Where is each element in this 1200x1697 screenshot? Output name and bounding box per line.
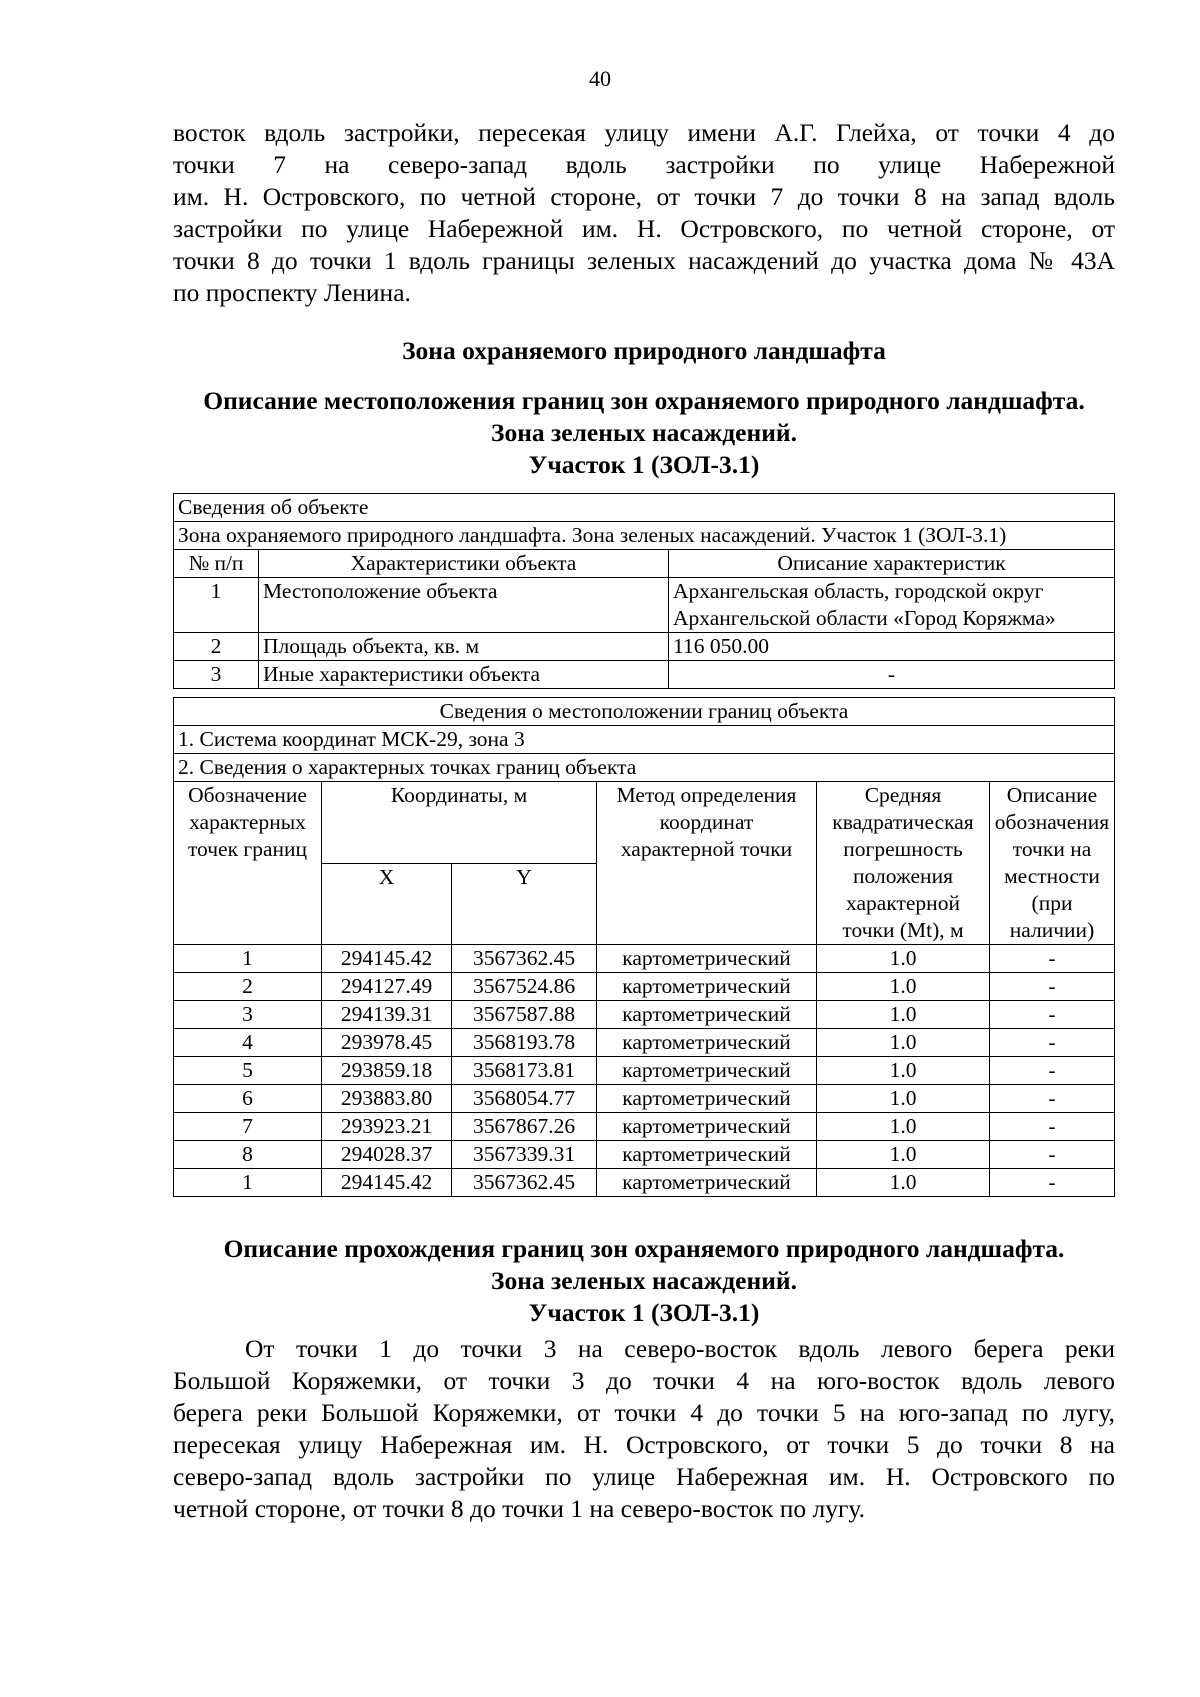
table-row xyxy=(174,945,1115,973)
y-coordinate: 3568054.77 xyxy=(452,1085,597,1113)
row-number: 3 xyxy=(174,661,259,689)
intro-line: по проспекту Ленина. xyxy=(173,278,411,307)
error-cell: 1.0 xyxy=(817,945,990,973)
table-row xyxy=(174,973,1115,1001)
header-cell: Описание характеристик xyxy=(669,550,1115,578)
passage-line: северо-запад вдоль застройки по улице Набережная им. Н. Островского по xyxy=(173,1462,1115,1491)
description-cell: - xyxy=(990,1057,1115,1085)
table-row xyxy=(174,1085,1115,1113)
x-coordinate: 294145.42 xyxy=(322,1169,452,1197)
error-cell: 1.0 xyxy=(817,1113,990,1141)
point-id: 7 xyxy=(174,1113,322,1141)
characteristic-value: - xyxy=(669,661,1115,689)
coords-rows xyxy=(174,945,1115,1197)
row-number: 1 xyxy=(174,578,259,633)
table-row xyxy=(174,1057,1115,1085)
characteristic-name: Местоположение объекта xyxy=(259,578,669,633)
error-cell: 1.0 xyxy=(817,973,990,1001)
description-cell: - xyxy=(990,1113,1115,1141)
point-id: 6 xyxy=(174,1085,322,1113)
object-table-subtitle: Зона охраняемого природного ландшафта. Зона зеленых насаждений. Участок 1 (ЗОЛ-3.1) xyxy=(174,522,1115,550)
point-id: 1 xyxy=(174,945,322,973)
error-cell: 1.0 xyxy=(817,1029,990,1057)
passage-line: От точки 1 до точки 3 на северо-восток вдоль левого берега реки xyxy=(245,1334,1115,1363)
x-coordinate: 294145.42 xyxy=(322,945,452,973)
intro-line: застройки по улице Набережной им. Н. Островского, по четной стороне, от xyxy=(173,214,1115,243)
coords-table-caption: Сведения о местоположении границ объекта xyxy=(174,698,1115,726)
y-coordinate: 3568193.78 xyxy=(452,1029,597,1057)
point-id: 1 xyxy=(174,1169,322,1197)
x-coordinate: 293859.18 xyxy=(322,1057,452,1085)
characteristic-value: 116 050.00 xyxy=(669,633,1115,661)
value-line: Архангельской области «Город Коряжма» xyxy=(673,606,1056,630)
description-cell: - xyxy=(990,973,1115,1001)
table-row xyxy=(174,1141,1115,1169)
passage-line: четной стороне, от точки 8 до точки 1 на северо-восток по лугу. xyxy=(173,1494,865,1523)
passage-heading-line: Зона зеленых насаждений. xyxy=(491,1266,797,1295)
location-heading-line: Описание местоположения границ зон охраняемого природного ландшафта. xyxy=(203,386,1085,415)
method-cell: картометрический xyxy=(597,1141,817,1169)
method-cell: картометрический xyxy=(597,1113,817,1141)
header-cell: Характеристики объекта xyxy=(259,550,669,578)
error-cell: 1.0 xyxy=(817,1057,990,1085)
x-coordinate: 293923.21 xyxy=(322,1113,452,1141)
intro-line: им. Н. Островского, по четной стороне, от точки 7 до точки 8 на запад вдоль xyxy=(173,182,1115,211)
table-row xyxy=(174,1169,1115,1197)
method-cell: картометрический xyxy=(597,1029,817,1057)
description-cell: - xyxy=(990,1169,1115,1197)
description-cell: - xyxy=(990,1029,1115,1057)
row-number: 2 xyxy=(174,633,259,661)
error-cell: 1.0 xyxy=(817,1169,990,1197)
error-cell: 1.0 xyxy=(817,1085,990,1113)
coords-system: 1. Система координат МСК-29, зона 3 xyxy=(174,726,1115,754)
zone-heading: Зона охраняемого природного ландшафта xyxy=(402,336,886,365)
header-cell: № п/п xyxy=(174,550,259,578)
passage-line: Большой Коряжемки, от точки 3 до точки 4 на юго-восток вдоль левого xyxy=(173,1366,1115,1395)
table-row xyxy=(174,1001,1115,1029)
point-id: 8 xyxy=(174,1141,322,1169)
designation-header: Обозначение характерных точек границ xyxy=(174,782,322,945)
table-row xyxy=(174,578,1115,633)
point-id: 4 xyxy=(174,1029,322,1057)
table-row xyxy=(174,633,1115,661)
coordinates-header: Координаты, м xyxy=(322,782,597,864)
description-cell: - xyxy=(990,1085,1115,1113)
table-row xyxy=(174,1029,1115,1057)
table-row xyxy=(174,1113,1115,1141)
table-row xyxy=(174,661,1115,689)
intro-line: восток вдоль застройки, пересекая улицу имени А.Г. Глейха, от точки 4 до xyxy=(173,118,1115,147)
characteristic-name: Иные характеристики объекта xyxy=(259,661,669,689)
description-header: Описание обозначения точки на местности (при наличии) xyxy=(990,782,1115,945)
method-cell: картометрический xyxy=(597,1085,817,1113)
description-cell: - xyxy=(990,945,1115,973)
intro-line: точки 7 на северо-запад вдоль застройки по улице Набережной xyxy=(173,150,1115,179)
y-coordinate: 3567587.88 xyxy=(452,1001,597,1029)
method-cell: картометрический xyxy=(597,1057,817,1085)
object-table-caption: Сведения об объекте xyxy=(174,494,1115,522)
y-coordinate: 3567867.26 xyxy=(452,1113,597,1141)
passage-heading-line: Описание прохождения границ зон охраняемого природного ландшафта. xyxy=(223,1234,1065,1263)
x-header: X xyxy=(322,863,452,945)
point-id: 5 xyxy=(174,1057,322,1085)
value-line: Архангельская область, городской округ xyxy=(673,579,1044,603)
object-info-table xyxy=(173,493,1115,689)
location-heading xyxy=(173,385,1115,481)
coords-points-title: 2. Сведения о характерных точках границ объекта xyxy=(174,754,1115,782)
y-coordinate: 3568173.81 xyxy=(452,1057,597,1085)
y-coordinate: 3567339.31 xyxy=(452,1141,597,1169)
error-cell: 1.0 xyxy=(817,1001,990,1029)
y-coordinate: 3567362.45 xyxy=(452,945,597,973)
method-cell: картометрический xyxy=(597,973,817,1001)
x-coordinate: 294127.49 xyxy=(322,973,452,1001)
location-heading-line: Участок 1 (ЗОЛ-3.1) xyxy=(528,450,760,479)
method-cell: картометрический xyxy=(597,945,817,973)
intro-line: точки 8 до точки 1 вдоль границы зеленых насаждений до участка дома № 43А xyxy=(173,246,1115,275)
description-cell: - xyxy=(990,1141,1115,1169)
coordinates-table xyxy=(173,697,1115,1197)
method-header: Метод определения координат характерной точки xyxy=(597,782,817,945)
description-cell: - xyxy=(990,1001,1115,1029)
x-coordinate: 294139.31 xyxy=(322,1001,452,1029)
passage-heading-line: Участок 1 (ЗОЛ-3.1) xyxy=(528,1298,760,1327)
x-coordinate: 293883.80 xyxy=(322,1085,452,1113)
characteristic-value xyxy=(669,578,1115,633)
y-coordinate: 3567362.45 xyxy=(452,1169,597,1197)
page-number: 40 xyxy=(589,66,611,91)
x-coordinate: 294028.37 xyxy=(322,1141,452,1169)
point-id: 2 xyxy=(174,973,322,1001)
method-cell: картометрический xyxy=(597,1001,817,1029)
x-coordinate: 293978.45 xyxy=(322,1029,452,1057)
error-cell: 1.0 xyxy=(817,1141,990,1169)
passage-line: пересекая улицу Набережная им. Н. Островского, от точки 5 до точки 8 на xyxy=(173,1430,1115,1459)
document-body xyxy=(173,117,1115,1525)
passage-paragraph xyxy=(173,1333,1115,1525)
object-table-header xyxy=(174,550,1115,578)
error-header: Средняя квадратическая погрешность положения характерной точки (Mt), м xyxy=(817,782,990,945)
location-heading-line: Зона зеленых насаждений. xyxy=(491,418,797,447)
y-coordinate: 3567524.86 xyxy=(452,973,597,1001)
coords-header-row xyxy=(174,782,1115,864)
passage-heading xyxy=(173,1233,1115,1329)
y-header: Y xyxy=(452,863,597,945)
point-id: 3 xyxy=(174,1001,322,1029)
method-cell: картометрический xyxy=(597,1169,817,1197)
passage-line: берега реки Большой Коряжемки, от точки 4 до точки 5 на юго-запад по лугу, xyxy=(173,1398,1115,1427)
intro-paragraph xyxy=(173,117,1115,309)
characteristic-name: Площадь объекта, кв. м xyxy=(259,633,669,661)
